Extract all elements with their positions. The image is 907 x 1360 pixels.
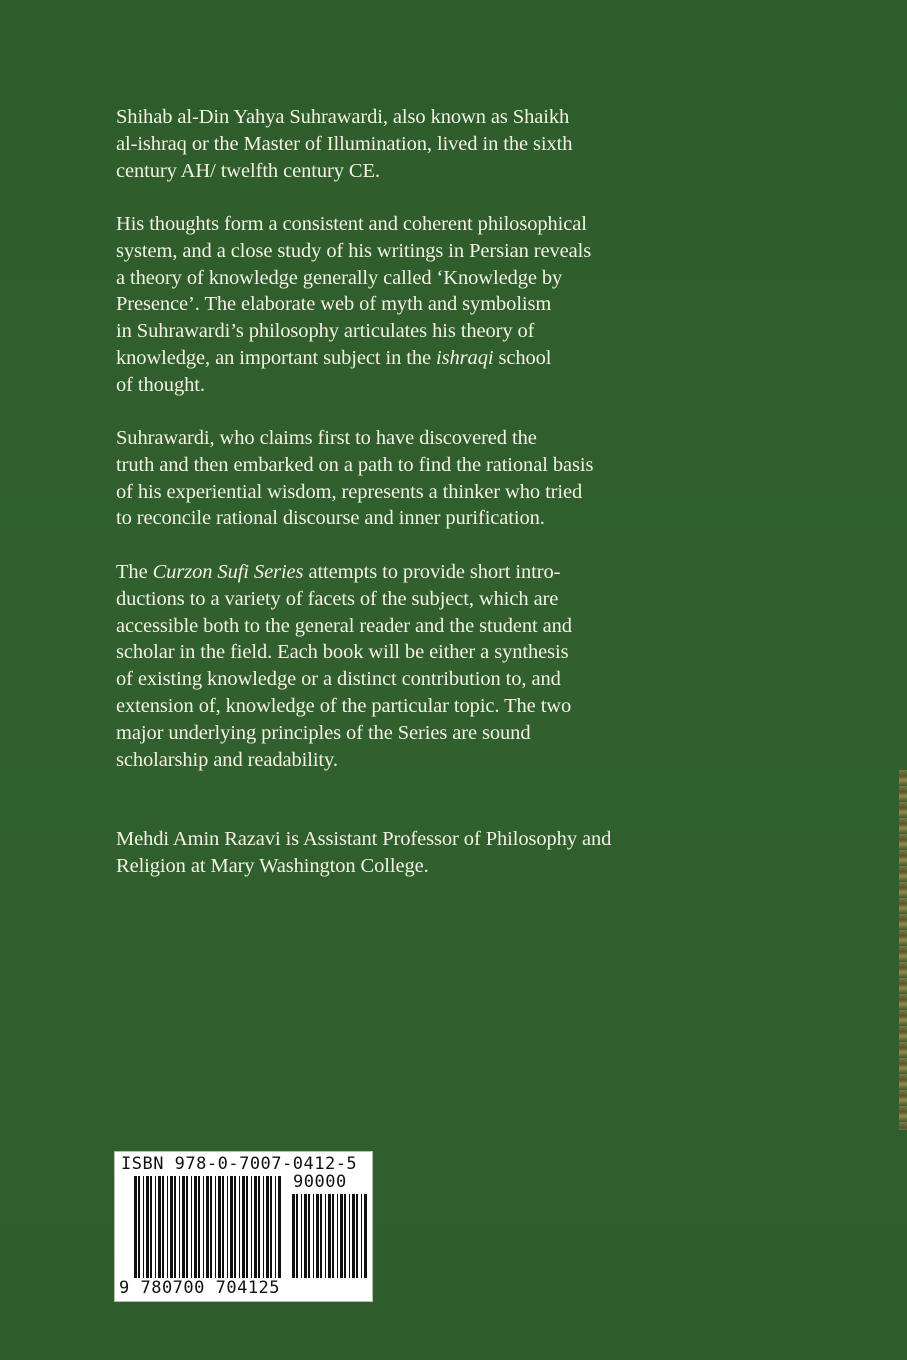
barcode-bar (275, 1176, 276, 1278)
barcode-bar (251, 1176, 252, 1278)
barcode-bar (170, 1176, 173, 1278)
barcode-bar (186, 1176, 188, 1278)
barcode-bar (352, 1194, 355, 1278)
barcode-bar (325, 1194, 326, 1278)
author-bio-paragraph: Mehdi Amin Razavi is Assistant Professor of Philosophy and Religion at Mary Washington College. (116, 828, 612, 877)
barcode-bar (222, 1176, 224, 1278)
barcode-bar (191, 1176, 192, 1278)
barcode-bar (332, 1194, 334, 1278)
isbn-label: ISBN 978-0-7007-0412-5 (121, 1154, 358, 1174)
barcode-bar (266, 1176, 269, 1278)
barcode-bar (344, 1194, 346, 1278)
barcode-bar (263, 1176, 264, 1278)
price-code: 90000 (293, 1172, 347, 1192)
barcode-bar (218, 1176, 221, 1278)
cover-edge-texture (899, 770, 907, 1130)
barcode-bar (234, 1176, 236, 1278)
barcode-bar (227, 1176, 228, 1278)
barcode-bar (182, 1176, 185, 1278)
barcode-bar (146, 1176, 149, 1278)
barcode-bar (138, 1176, 140, 1278)
barcode-bar (296, 1194, 298, 1278)
theory-paragraph-part1: His thoughts form a consistent and coherent philosophical system, and a close study of his writings in Persian reveals a theory of knowledge generally called ‘Knowledge by Presence’. The elaborate web of myth and symbolism in Suhrawardi’s philosophy articulates his theory of knowledge, an important subject in the (116, 213, 592, 369)
barcode-bar (292, 1194, 295, 1278)
barcode-bar (230, 1176, 233, 1278)
barcode-bar (308, 1194, 310, 1278)
thinker-paragraph: Suhrawardi, who claims first to have discovered the truth and then embarked on a path to find the rational basis of his experiential wisdom, represents a thinker who tried to reconcile rational discourse and inner purification. (116, 427, 594, 530)
barcode-bar (167, 1176, 168, 1278)
isbn-barcode (114, 1151, 373, 1302)
ean-barcode-bars (133, 1176, 283, 1278)
barcode-bar (203, 1176, 204, 1278)
series-name: Curzon Sufi Series (152, 561, 304, 583)
barcode-bar (356, 1194, 358, 1278)
barcode-bar (242, 1176, 245, 1278)
barcode-bar (270, 1176, 272, 1278)
theory-paragraph (116, 211, 591, 399)
barcode-bar (304, 1194, 307, 1278)
barcode-bar (239, 1176, 240, 1278)
barcode-bar (194, 1176, 197, 1278)
barcode-bar (143, 1176, 144, 1278)
barcode-bar (134, 1176, 137, 1278)
barcode-bar (301, 1194, 302, 1278)
barcode-bar (361, 1194, 362, 1278)
theory-paragraph-part2: school of thought. (116, 346, 552, 396)
barcode-bar (364, 1194, 367, 1278)
barcode-bar (316, 1194, 319, 1278)
barcode-bar (246, 1176, 248, 1278)
ishraqi-term: ishraqi (436, 346, 494, 369)
barcode-bar (179, 1176, 180, 1278)
barcode-bar (174, 1176, 176, 1278)
barcode-bar (155, 1176, 156, 1278)
series-paragraph-part2: attempts to provide short intro- ductions to a variety of facets of the subject, which are accessible both to the general reader and the student and scholar in the field. Each book will be either a synthesis of existing knowledge or a distinct contribution to, and extension of, knowledge of the particular topic. The two major underlying principles of the Series are sound scholarship and readability. (116, 561, 572, 771)
series-paragraph-part1: The (116, 561, 153, 583)
barcode-bar (158, 1176, 161, 1278)
barcode-bar (150, 1176, 152, 1278)
ean-digits: 9 780700 704125 (119, 1278, 281, 1298)
barcode-bar (337, 1194, 338, 1278)
barcode-bar (278, 1176, 281, 1278)
barcode-bar (320, 1194, 322, 1278)
intro-paragraph: Shihab al-Din Yahya Suhrawardi, also known as Shaikh al-ishraq or the Master of Illumination, lived in the sixth century AH/ twelfth century CE. (116, 106, 573, 182)
barcode-bar (258, 1176, 260, 1278)
series-paragraph (116, 559, 572, 773)
barcode-bar (215, 1176, 216, 1278)
barcode-bar (210, 1176, 212, 1278)
barcode-bar (349, 1194, 350, 1278)
barcode-bar (198, 1176, 200, 1278)
barcode-bar (340, 1194, 343, 1278)
barcode-bar (313, 1194, 314, 1278)
barcode-bar (162, 1176, 164, 1278)
barcode-bar (206, 1176, 209, 1278)
barcode-bar (254, 1176, 257, 1278)
price-barcode-bars (291, 1194, 367, 1278)
barcode-bar (328, 1194, 331, 1278)
